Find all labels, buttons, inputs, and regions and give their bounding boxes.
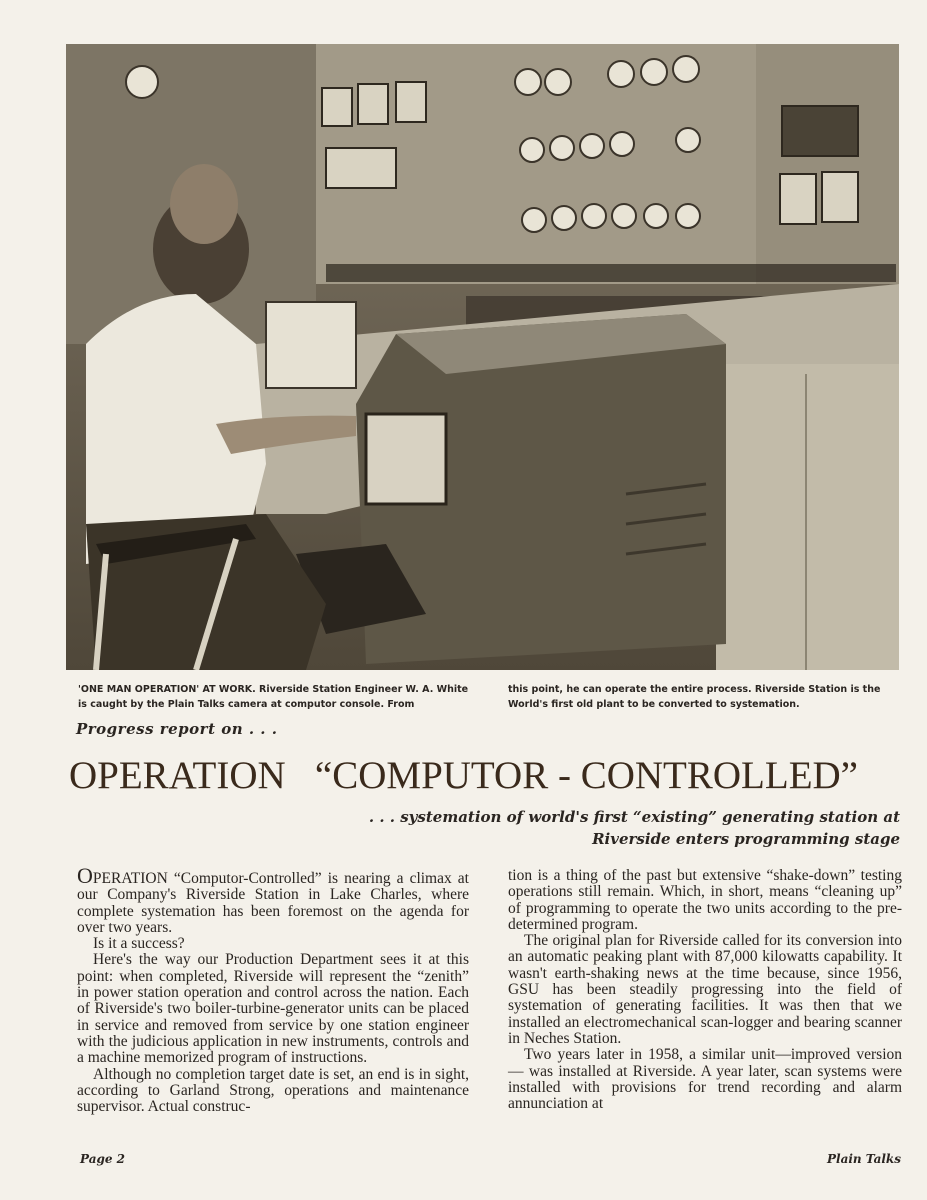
photo-caption-left: 'ONE MAN OPERATION' AT WORK. Riverside Station Engineer W. A. White is caught by the Plain Talks camera at computor console. From xyxy=(78,684,469,710)
article-paragraph: Two years later in 1958, a similar unit—improved version — was installed at Riverside. A year later, scan systems were installed with provisions for trend recording and alarm annunciation at xyxy=(508,1046,902,1113)
article-column-right xyxy=(508,868,902,1112)
control-room-photo xyxy=(66,44,899,670)
kicker: Progress report on . . . xyxy=(76,720,278,738)
article-column-left xyxy=(77,863,469,1116)
article-paragraph: Is it a success? xyxy=(93,935,185,953)
article-paragraph: The original plan for Riverside called for its conversion into an automatic peaking plant with 87,000 kilowatts capability. It wasn't earth-shaking news at the time because, since 1956, GSU has been steadily progressing into the field of systemation of generating facilities. It was then that we installed an electromechanical scan-logger and bearing scanner in Neches Station. xyxy=(508,932,902,1047)
photo-caption-right: this point, he can operate the entire process. Riverside Station is the World's first old plant to be converted to systemation. xyxy=(508,684,881,710)
publication-name: Plain Talks xyxy=(826,1152,901,1166)
subheadline: . . . systemation of world's first “existing” generating station at Riverside enters programming stage xyxy=(368,808,900,848)
article-paragraph: Here's the way our Production Department sees it at this point: when completed, Riverside will represent the “zenith” in power station operation and control across the nation. Each of Riverside's two boiler-turbine-generator units can be placed in service and removed from service by one station engineer with the judicious application in new instruments, controls and a machine memorized program of instructions. xyxy=(77,951,469,1067)
paragraph-text: PERATION “Computor-Controlled” is nearing a climax at our Company's Riverside Station in Lake Charles, where complete systemation has been foremost on the agenda for over two years. xyxy=(77,870,469,936)
page-number: Page 2 xyxy=(80,1152,126,1166)
photo-illustration xyxy=(66,44,899,670)
headline: OPERATION “COMPUTOR - CONTROLLED” xyxy=(68,754,858,797)
article-paragraph: Although no completion target date is set, an end is in sight, according to Garland Strong, operations and maintenance supervisor. Actual construc- xyxy=(77,1065,469,1116)
article-paragraph xyxy=(77,863,469,936)
drop-cap: O xyxy=(77,863,93,888)
article-paragraph: tion is a thing of the past but extensive “shake-down” testing operations still remain. Which, in short, means “cleaning up” of programming to operate the two units according to the pre-determined program. xyxy=(508,867,902,933)
